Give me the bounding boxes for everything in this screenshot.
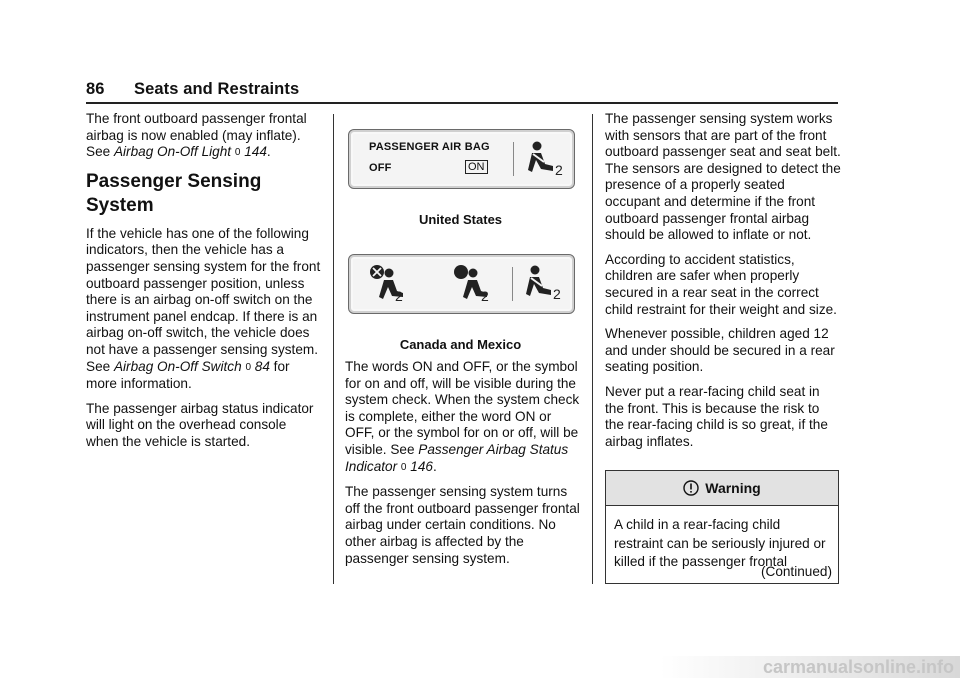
right-column: [605, 111, 841, 458]
page-ref-number[interactable]: 84: [254, 358, 270, 374]
left-paragraph-1: The front outboard passenger frontal airbag is now enabled (may inflate). See Airbag On-Off Light 0 144.: [86, 111, 307, 160]
section-heading: Passenger Sensing System: [86, 170, 262, 216]
left-paragraph-3: The passenger airbag status indicator will light on the overhead console when the vehicle is started.: [86, 400, 314, 449]
page-number: 86: [86, 80, 105, 98]
middle-paragraph-1: The words ON and OFF, or the symbol for on and off, will be visible during the system check. When the system check is complete, either the word ON or OFF, or the symbol for on or off, will be visible. See Passenger Airbag Status Indicator 0 146.: [345, 359, 580, 474]
panel-on-label: ON: [465, 160, 488, 174]
panel-separator: [513, 142, 514, 176]
page-ref-number[interactable]: 144: [244, 144, 267, 160]
page-ref-icon: 0: [234, 147, 241, 159]
warning-continued: (Continued): [760, 564, 832, 579]
right-paragraph-1: The passenger sensing system works with sensors that are part of the front outboard passenger seat and seat belt. The sensors are designed to detect the presence of a properly seated occupant and determine if the front outboard passenger frontal airbag should be allowed to inflate or not.: [605, 111, 841, 243]
warning-header: [606, 471, 838, 506]
right-paragraph-2: According to accident statistics, children are safer when properly secured in a rear seat in the correct child restraint for their weight and size.: [605, 251, 837, 317]
column-divider-left: [333, 114, 334, 584]
svg-text:2: 2: [395, 288, 403, 303]
link-airbag-on-off-light[interactable]: Airbag On-Off Light: [113, 144, 232, 160]
caption-united-states: United States: [418, 212, 503, 227]
warning-icon: [683, 480, 699, 496]
passenger-seatbelt-icon: [523, 140, 567, 178]
page-ref-number[interactable]: 146: [410, 458, 433, 474]
page-header: [86, 80, 299, 99]
airbag-off-icon: [367, 263, 411, 303]
warning-body: A child in a rear-facing child restraint can be seriously injured or killed if the passenger frontal: [614, 517, 826, 569]
airbag-on-icon: [449, 263, 495, 303]
panel-off-label: OFF: [369, 162, 392, 174]
middle-column-text: [345, 359, 583, 575]
canada-mexico-indicator-panel: [348, 254, 575, 314]
column-divider-right: [592, 114, 593, 584]
page-ref-icon: 0: [245, 361, 251, 373]
svg-text:2: 2: [555, 162, 563, 178]
footer-watermark: carmanualsonline.info: [660, 656, 960, 678]
panel-separator: [512, 267, 513, 301]
header-rule: [86, 102, 838, 104]
passenger-seatbelt-icon: [521, 264, 565, 302]
middle-paragraph-2: The passenger sensing system turns off the front outboard passenger frontal airbag under certain conditions. No other airbag is affected by the passenger sensing system.: [345, 484, 580, 566]
svg-text:2: 2: [481, 288, 489, 303]
left-column: [86, 111, 322, 459]
us-indicator-panel: [348, 129, 575, 189]
right-paragraph-3: Whenever possible, children aged 12 and under should be secured in a rear seating position.: [605, 326, 835, 375]
svg-text:2: 2: [553, 286, 561, 302]
page-ref-icon: 0: [400, 461, 407, 473]
link-airbag-on-off-switch[interactable]: Airbag On-Off Switch: [113, 358, 242, 374]
panel-title: PASSENGER AIR BAG: [369, 141, 490, 153]
warning-title: Warning: [705, 480, 761, 496]
link-passenger-airbag-status-indicator[interactable]: Passenger Airbag Status Indicator: [345, 441, 569, 474]
section-title: Seats and Restraints: [134, 80, 300, 98]
warning-box: [605, 470, 839, 584]
left-paragraph-2: If the vehicle has one of the following indicators, then the vehicle has a passenger sensing system for the front outboard passenger position, unless there is an airbag on-off switch on the instrument panel endcap. If there is an airbag on-off switch, the vehicle does not have a passenger sensing system. See Airbag On-Off Switch 0 84 for more information.: [86, 225, 321, 392]
right-paragraph-4: Never put a rear-facing child seat in the front. This is because the risk to the rear-facing child is so great, if the airbag inflates.: [605, 383, 828, 449]
caption-canada-mexico: Canada and Mexico: [399, 337, 522, 352]
